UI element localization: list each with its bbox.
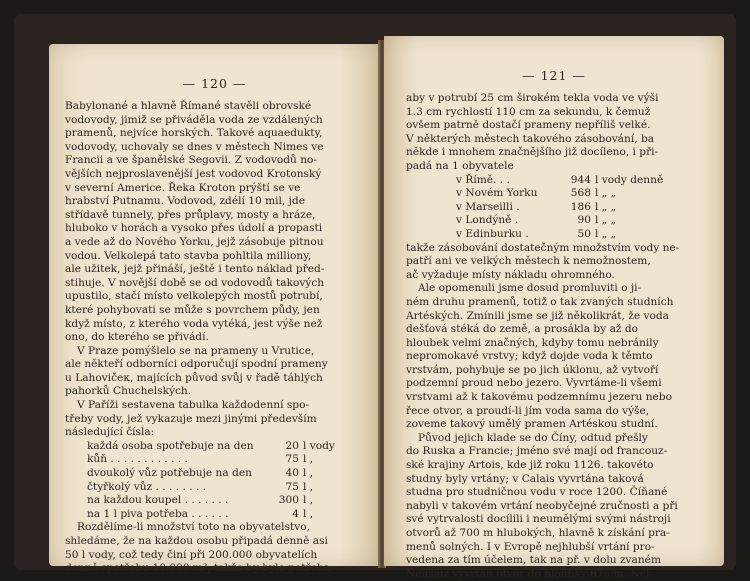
table-cell-item: v Edinburku . — [456, 227, 529, 240]
table-row — [456, 187, 663, 201]
table-row — [87, 467, 335, 481]
line: Ale opomenuli jsme dosud promluviti o ji- — [418, 282, 642, 295]
line: ale někteří odborníci odporučují spodní prameny — [65, 358, 328, 371]
line: studny byly vrtány; v Calais vyvrtána taková — [406, 472, 644, 485]
right-page-text — [384, 92, 724, 581]
line: vodou. Velkolepá tato stavba pohltila milliony, — [65, 249, 312, 262]
table-cell-unit: l , — [303, 480, 314, 493]
line: třeby vody, jež vykazuje mezi jinými především — [65, 412, 317, 425]
table-cell-item: na každou koupel . . . . . . . — [87, 494, 229, 507]
line: vrstvami až k takovému podzemnímu jezeru nebo — [406, 391, 672, 404]
line: 50 l vody, což tedy činí při 200.000 obyvatelích — [65, 548, 318, 561]
right-para-3 — [406, 282, 710, 432]
table-cell-unit: l , — [303, 507, 314, 520]
line: takže zásobování dostatečným množstvím vody ne- — [406, 241, 680, 254]
table-cell-item: dvoukolý vůz potřebuje na den — [87, 467, 252, 480]
line: menů solných. I v Evropě nejhlubší vrtání pro- — [406, 540, 655, 553]
table-cell-value: 40 — [285, 467, 299, 480]
line: vodovody, uchovaly se dnes v městech Nimes ve — [65, 140, 324, 153]
line: aby v potrubí 25 cm širokém tekla voda ve výši — [406, 92, 659, 104]
line: V Paříži sestavena tabulka každodenní spo- — [77, 399, 310, 412]
line: ač vyžaduje místy nákladu ohromného. — [406, 268, 615, 281]
left-para-2 — [65, 345, 366, 399]
table-cell-item: čtyřkolý vůz . . . . . . . . — [87, 480, 207, 493]
line: ské krajiny Artois, kde již roku 1126. takovéto — [406, 459, 654, 472]
table-cell-unit: l vody — [303, 439, 335, 452]
table-cell-value: 20 — [285, 439, 299, 452]
table-cell-item: kůň . . . . . . . . . . . . — [87, 453, 188, 466]
table-cell-unit: l , — [303, 453, 314, 466]
line: Rozdělíme-li množství toto na obyvatelstvo, — [77, 521, 310, 534]
line: u Lahovičeк, majících původ svůj v řadě táhlých — [65, 371, 323, 384]
table-cell-value: 4 — [292, 507, 299, 520]
line: do Ruska a Francie; jméno své mají od francouz- — [406, 445, 668, 458]
left-para-4 — [65, 521, 366, 575]
table-cell-unit: l „ „ — [595, 187, 617, 200]
book — [14, 14, 736, 580]
right-para-1 — [406, 92, 710, 174]
table-cell-item: v Římě. . . — [456, 173, 510, 186]
line: nepromokavé vrstvy; když dojde voda k těmto — [406, 350, 653, 363]
right-para-4 — [406, 432, 710, 581]
water-consumption-table — [87, 440, 335, 522]
table-cell-unit: l „ „ — [595, 227, 617, 240]
table-row — [456, 228, 663, 242]
line: zoveme takový umělý pramen Artéskou studní. — [406, 418, 658, 431]
table-cell-item: každá osoba spotřebuje na den — [87, 439, 254, 452]
table-row — [456, 201, 663, 215]
line: vodovody, jimiž se přiváděla voda ze vzdálených — [65, 113, 323, 126]
city-water-table — [456, 174, 663, 242]
line: nabyli v takovém vrtání neobyčejné zručnosti a při — [406, 499, 678, 512]
table-cell-item: v Londýně . — [456, 214, 519, 227]
table-cell-unit: l vody denně — [595, 173, 664, 186]
table-row — [456, 174, 663, 188]
line: vrstvám, pohybuje se po jich úklonu, až vytvoří — [406, 363, 659, 376]
table-row — [87, 453, 335, 467]
line: Neusalz vyvrtán otvor do hloubky 675 m. Nej- — [406, 567, 653, 580]
line: ném druhu pramenů, totiž o tak zvaných studních — [406, 295, 674, 308]
table-cell-value: 75 — [285, 480, 299, 493]
line: a vede až do Nového Yorku, jejž zásobuje pitnou — [65, 235, 324, 248]
line: dešťová stéká do země, a prosákla by až do — [406, 323, 638, 336]
line: řece otvor, a proudí-li jím voda sama do výše, — [406, 404, 650, 417]
table-row — [87, 440, 335, 454]
left-para-1 — [65, 100, 366, 345]
line: V některých městech takového zásobování, ba — [406, 132, 655, 145]
right-para-2 — [406, 242, 710, 283]
line: hluboko v horách a vysoko přes údolí a propasti — [65, 222, 323, 235]
line: denně spotřebu 10.000 m³, takže by bylo potřeba, — [65, 562, 334, 575]
line: které pohybovati se může s povrchem půdy, jen — [65, 303, 320, 316]
table-cell-value: 75 — [285, 453, 299, 466]
left-page-number: — 120 — — [182, 76, 247, 91]
line: stihuje. V novější době se od vodovodů takových — [65, 276, 325, 289]
line: střídavě tunnely, přes průplavy, mosty a hráze, — [65, 208, 316, 221]
table-cell-unit: l „ „ — [595, 214, 617, 227]
line: pramenů, nejvíce horských. Takové aquaedukty, — [65, 127, 323, 140]
line: své vytrvalosti docílili i neumělými svými nástroji — [406, 513, 671, 526]
line: 1.3 cm rychlostí 110 cm za sekundu, k čemuž — [406, 105, 651, 118]
table-cell-item: na 1 l piva potřeba . . . . . . — [87, 507, 229, 520]
left-page — [49, 44, 380, 575]
line: když místo, z kterého voda vytéká, jest výše než — [65, 317, 323, 330]
line: podzemní proud nebo jezero. Vyvrtáme-li všemi — [406, 377, 662, 390]
line: patří ani ve velkých městech k nemožnostem, — [406, 255, 651, 268]
line: V Praze pomýšlelo se na prameny u Vrutice, — [77, 344, 315, 357]
line: pahorků Chuchelských. — [65, 385, 192, 398]
line: Babylonané a hlavně Římané stavěli obrovské — [65, 100, 312, 112]
left-para-3 — [65, 399, 366, 440]
left-page-text — [49, 100, 380, 576]
table-cell-value: 90 — [577, 214, 591, 227]
table-cell-value: 944 — [570, 173, 591, 186]
table-row — [456, 214, 663, 228]
table-row — [87, 508, 335, 522]
line: upustilo, stačí místo velkolepých mostů potrubí, — [65, 290, 323, 303]
table-cell-value: 300 — [278, 494, 299, 507]
line: shledáme, že na každou osobu připadá denně asi — [65, 535, 328, 547]
table-cell-item: v Marseilli . — [456, 200, 520, 213]
table-cell-value: 186 — [570, 200, 591, 213]
line: padá na 1 obyvatele — [406, 159, 514, 172]
line: hrabství Putnamu. Vodovod, zdélí 10 mil, jde — [65, 195, 305, 208]
right-page-number: — 121 — — [522, 68, 586, 83]
table-cell-item: v Novém Yorku — [456, 187, 538, 200]
table-cell-value: 50 — [577, 227, 591, 240]
table-cell-unit: l , — [303, 467, 314, 480]
line: ale užitek, jejž přináší, ještě i tento náklad před- — [65, 263, 325, 276]
table-cell-value: 568 — [570, 187, 591, 200]
line: ovšem patrně dostačí prameny nepříliš velké. — [406, 119, 651, 132]
line: následující čísla: — [65, 426, 155, 439]
line: někde i mnohem značnějšího již docíleno, i při- — [406, 146, 659, 159]
line: ono, do kterého se přivádí. — [65, 331, 209, 344]
line: Francii a ve španělské Segovii. Z vodovodů no- — [65, 154, 317, 167]
table-cell-unit: l „ „ — [595, 200, 617, 213]
table-row — [87, 494, 335, 508]
line: hloubek velmi značných, kdyby tomu nebránily — [406, 336, 659, 349]
line: vedena za tím účelem, tak na př. v dolu zvaném — [406, 554, 661, 567]
line: otvorů až 700 m hlubokých, hlavně k získání pra- — [406, 527, 670, 539]
right-page — [384, 36, 724, 580]
line: Artéských. Zmínili jsme se již několikrát, že voda — [406, 309, 669, 322]
line: vějších nejproslavenější jest vodovod Krotonský — [65, 167, 322, 180]
table-cell-unit: l , — [303, 494, 314, 507]
line: v severní Americe. Řeka Kroton prýští se ve — [65, 181, 301, 194]
line: Původ jejich klade se do Číny, odtud přešly — [418, 431, 648, 444]
line: studna pro studničnou vodu v roce 1200. Číňané — [406, 486, 668, 499]
table-row — [87, 481, 335, 495]
